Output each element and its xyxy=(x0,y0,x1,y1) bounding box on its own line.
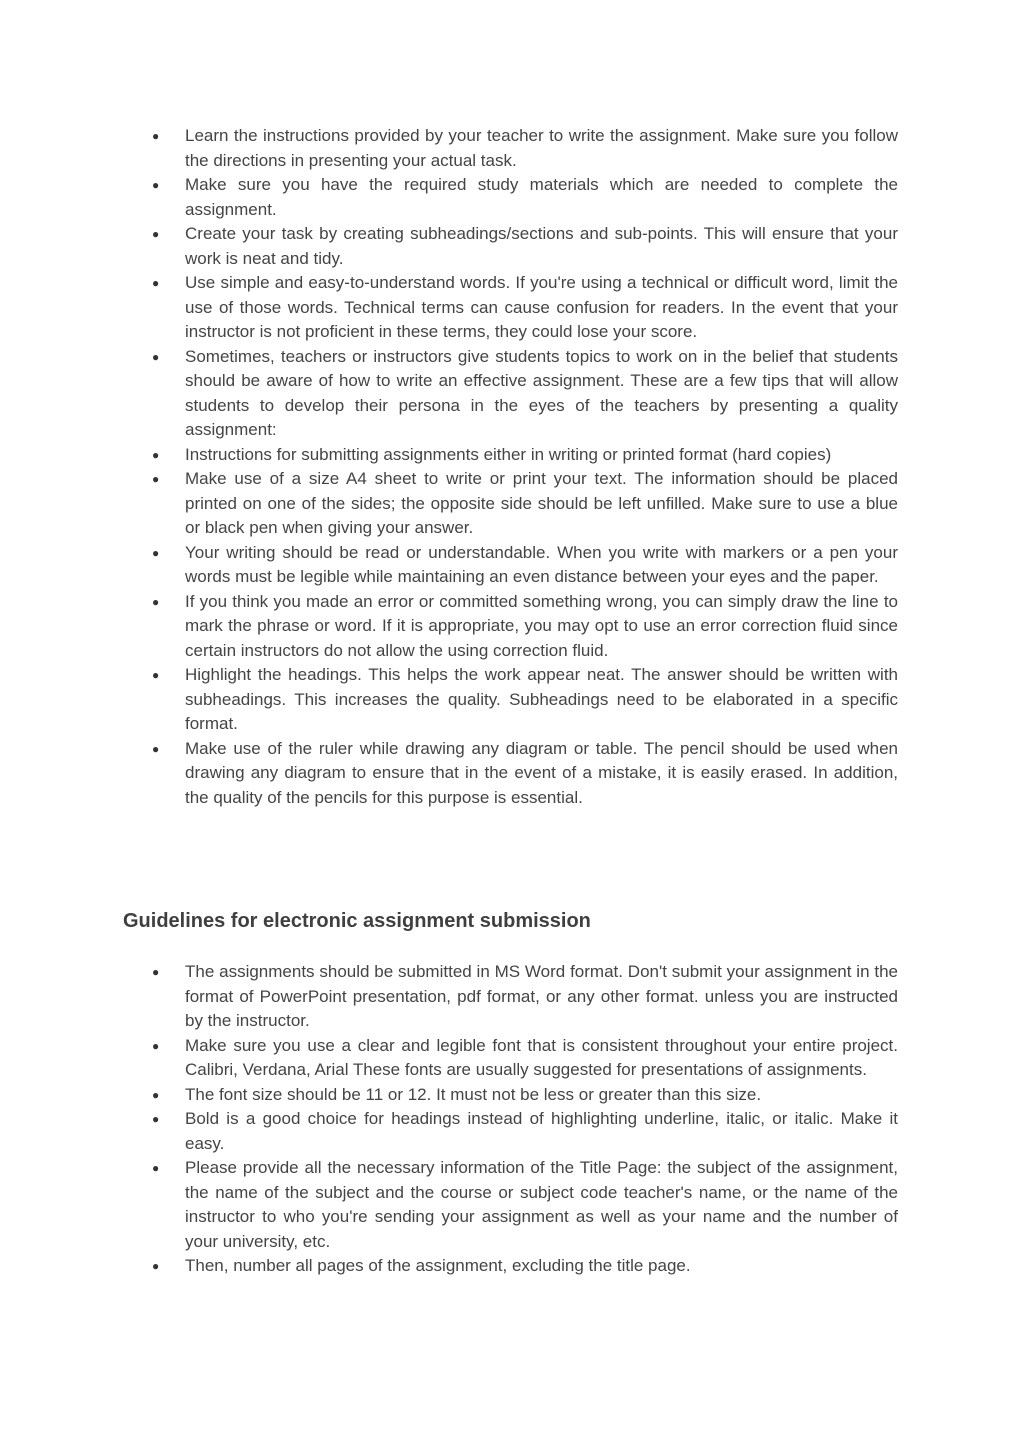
list-item-text: Your writing should be read or understandable. When you write with markers or a pen your words must be legible while maintaining an even distance between your eyes and the paper. xyxy=(185,542,898,586)
list-item xyxy=(152,467,898,541)
bullet-dot-icon: ● xyxy=(152,178,160,192)
bullet-dot-icon: ● xyxy=(152,594,160,609)
list-item-text: Instructions for submitting assignments either in writing or printed format (hard copies) xyxy=(185,444,832,464)
list-item-text: Make sure you use a clear and legible font that is consistent throughout your entire project. Calibri, Verdana, Arial These fonts are usually suggested for presentations of assignments. xyxy=(185,1035,898,1079)
list-item xyxy=(152,1083,898,1108)
list-item xyxy=(152,541,898,590)
list-item xyxy=(152,590,898,664)
list-item-text: Make use of a size A4 sheet to write or print your text. The information should be placed printed on one of the sides; the opposite side should be left unfilled. Make sure to use a blue or black pen when giving your answer. xyxy=(185,469,898,537)
bullet-dot-icon: ● xyxy=(152,1259,160,1273)
list-item xyxy=(152,222,898,271)
bullet-dot-icon: ● xyxy=(152,276,160,290)
list-item xyxy=(152,1156,898,1254)
list-item xyxy=(152,124,898,173)
bullet-dot-icon: ● xyxy=(152,447,160,462)
bullet-dot-icon: ● xyxy=(152,1112,160,1126)
bullet-dot-icon: ● xyxy=(152,472,160,486)
list-item xyxy=(152,1107,898,1156)
instructions-list xyxy=(152,124,898,810)
list-item-text: Make use of the ruler while drawing any diagram or table. The pencil should be used when drawing any diagram to ensure that in the event of a mistake, it is easily erased. In addition, the quality of the pencils for this purpose is essential. xyxy=(185,738,898,807)
list-item xyxy=(152,960,898,1034)
list-item-text: The assignments should be submitted in MS Word format. Don't submit your assignment in the format of PowerPoint presentation, pdf format, or any other format. unless you are instructed by the instructor. xyxy=(185,962,898,1030)
list-item xyxy=(152,271,898,345)
list-item-text: Sometimes, teachers or instructors give students topics to work on in the belief that students should be aware of how to write an effective assignment. These are a few tips that will allow students to develop their persona in the eyes of the teachers by presenting a quality assignment: xyxy=(185,346,898,439)
list-item-text: If you think you made an error or committed something wrong, you can simply draw the line to mark the phrase or word. If it is appropriate, you may opt to use an error correction fluid since certain instructors do not allow the using correction fluid. xyxy=(185,591,898,660)
bullet-dot-icon: ● xyxy=(152,227,160,241)
bullet-dot-icon: ● xyxy=(152,741,160,756)
list-item xyxy=(152,345,898,443)
list-item-text: Highlight the headings. This helps the work appear neat. The answer should be written with subheadings. This increases the quality. Subheadings need to be elaborated in a specific format. xyxy=(185,665,898,733)
list-item xyxy=(152,1254,898,1279)
bullet-dot-icon: ● xyxy=(152,1087,160,1102)
list-item-text: Use simple and easy-to-understand words. If you're using a technical or difficult word, limit the use of those words. Technical terms can cause confusion for readers. In the event that your instructor is not proficient in these terms, they could lose your score. xyxy=(185,273,898,341)
bullet-dot-icon: ● xyxy=(152,1038,160,1053)
list-item-text: Bold is a good choice for headings instead of highlighting underline, italic, or italic. Make it easy. xyxy=(185,1109,898,1153)
list-item xyxy=(152,663,898,737)
bullet-dot-icon: ● xyxy=(152,668,160,682)
bullet-dot-icon: ● xyxy=(152,1161,160,1175)
bullet-dot-icon: ● xyxy=(152,349,160,364)
list-item xyxy=(152,443,898,468)
bullet-dot-icon: ● xyxy=(152,545,160,560)
bullet-dot-icon: ● xyxy=(152,965,160,979)
list-item-text: Create your task by creating subheadings/sections and sub-points. This will ensure that your work is neat and tidy. xyxy=(185,224,898,268)
list-item-text: The font size should be 11 or 12. It must not be less or greater than this size. xyxy=(185,1084,762,1104)
list-item-text: Learn the instructions provided by your teacher to write the assignment. Make sure you follow the directions in presenting your actual task. xyxy=(185,126,898,170)
bullet-dot-icon: ● xyxy=(152,129,160,143)
list-item-text: Make sure you have the required study materials which are needed to complete the assignment. xyxy=(185,175,898,219)
list-item xyxy=(152,737,898,811)
electronic-submission-list xyxy=(152,960,898,1279)
list-item-text: Then, number all pages of the assignment, excluding the title page. xyxy=(185,1256,691,1275)
list-item-text: Please provide all the necessary information of the Title Page: the subject of the assignment, the name of the subject and the course or subject code teacher's name, or the name of the instructor to who you're sending your assignment as well as your name and the number of your university, etc. xyxy=(185,1158,898,1251)
list-item xyxy=(152,173,898,222)
list-item xyxy=(152,1034,898,1083)
section-heading: Guidelines for electronic assignment submission xyxy=(123,910,591,932)
